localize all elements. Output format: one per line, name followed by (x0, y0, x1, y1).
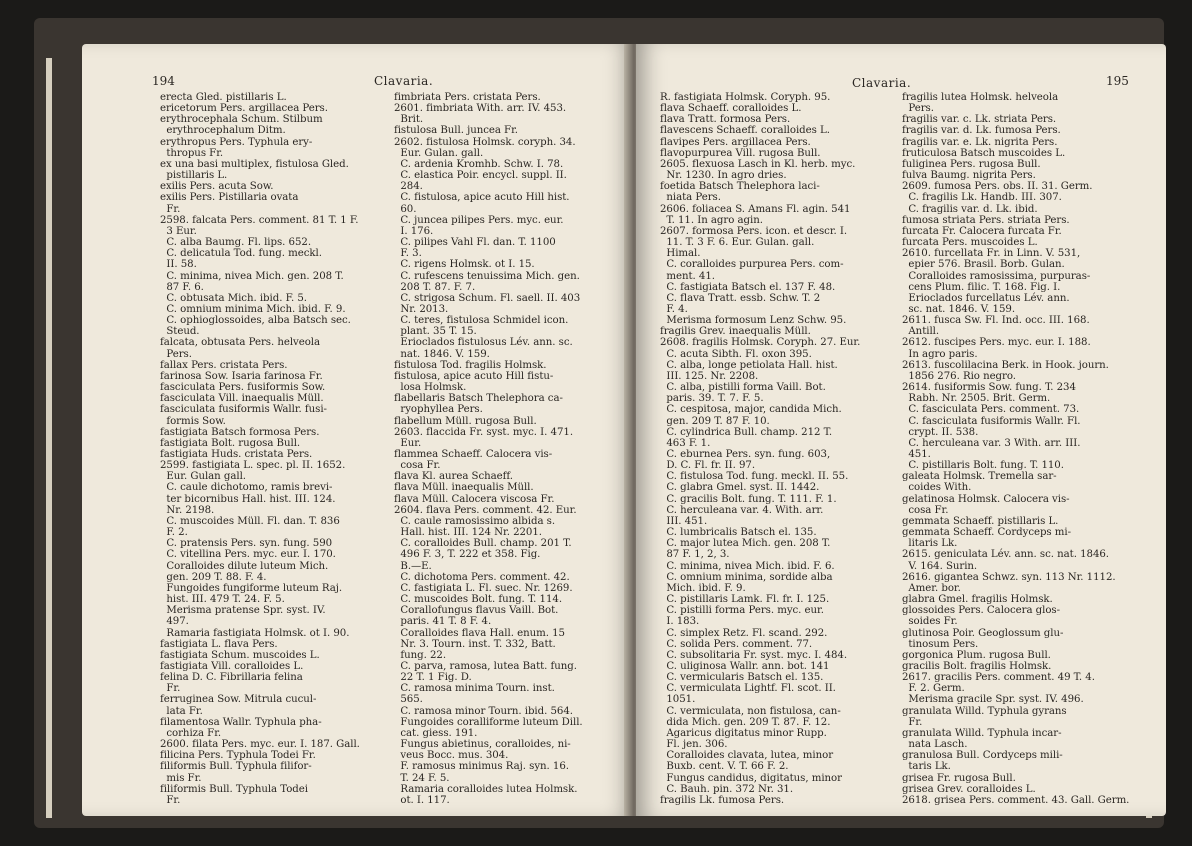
entry-line: Agaricus digitatus minor Rupp. (660, 727, 827, 739)
entry-line: C. minima, nivea Mich. ibid. F. 6. (660, 560, 835, 572)
entry-line: C. fragilis Lk. Handb. III. 307. (902, 192, 1062, 204)
entry-line: C. acuta Sibth. Fl. oxon 395. (660, 348, 812, 360)
entry-line: Ramaria coralloides lutea Holmsk. (394, 783, 578, 795)
entry-line: taris Lk. (902, 761, 951, 773)
entry-line: glabra Gmel. fragilis Holmsk. (902, 594, 1053, 606)
entry-line: grisea Fr. rugosa Bull. (902, 772, 1016, 784)
entry-line: fistulosa Tod. fragilis Holmsk. (394, 359, 547, 371)
entry-line: 2598. falcata Pers. comment. 81 T. 1 F. (160, 214, 359, 226)
entry-line: F. 4. (660, 303, 688, 315)
entry-line: formis Sow. (160, 415, 226, 427)
entry-line: foetida Batsch Thelephora laci- (660, 181, 820, 193)
entry-line: C. major lutea Mich. gen. 208 T. (660, 538, 831, 550)
entry-line: fastigiata Bolt. rugosa Bull. (160, 437, 301, 449)
entry-line: 2603. flaccida Fr. syst. myc. I. 471. (394, 426, 574, 438)
entry-line: sc. nat. 1846. V. 159. (902, 303, 1016, 315)
entry-line: gemmata Schaeff. Cordyceps mi- (902, 527, 1072, 539)
entry-line: ex una basi multiplex, fistulosa Gled. (160, 158, 349, 170)
entry-line: gracilis Bolt. fragilis Holmsk. (902, 660, 1052, 672)
entry-line: Fr. (160, 683, 181, 695)
entry-line: C. muscoides Bolt. fung. T. 114. (394, 594, 563, 606)
entry-line: cosa Fr. (394, 460, 441, 472)
entry-line: thropus Fr. (160, 147, 224, 159)
entry-line: veus Bocc. mus. 304. (394, 750, 509, 762)
entry-line: 2618. grisea Pers. comment. 43. Gall. Germ. (902, 794, 1130, 806)
entry-line: C. fistulosa Tod. fung. meckl. II. 55. (660, 471, 849, 483)
entry-line: 2599. fastigiata L. spec. pl. II. 1652. (160, 460, 346, 472)
entry-line: exilis Pers. acuta Sow. (160, 181, 274, 193)
entry-line: 565. (394, 694, 423, 706)
entry-line: ferruginea Sow. Mitrula cucul- (160, 694, 317, 706)
entry-line: C. pistillaris Lamk. Fl. fr. I. 125. (660, 594, 830, 606)
entry-line: C. glabra Gmel. syst. II. 1442. (660, 482, 820, 494)
entry-line: In agro paris. (902, 348, 978, 360)
entry-line: fastigiata Schum. muscoides L. (160, 649, 320, 661)
entry-line: litaris Lk. (902, 538, 958, 550)
entry-line: fasciculata Pers. fusiformis Sow. (160, 382, 326, 394)
entry-line: falcata, obtusata Pers. helveola (160, 337, 321, 349)
entry-line: fragilis var. e. Lk. nigrita Pers. (902, 136, 1058, 148)
entry-line: V. 164. Surin. (902, 560, 978, 572)
entry-line: C. herculeana var. 4. With. arr. (660, 504, 824, 516)
entry-line: fallax Pers. cristata Pers. (160, 359, 288, 371)
entry-line: soides Fr. (902, 616, 958, 628)
entry-line: C. pilipes Vahl Fl. dan. T. 1100 (394, 237, 556, 249)
entry-line: corhiza Fr. (160, 727, 222, 739)
entry-line: C. vitellina Pers. myc. eur. I. 170. (160, 549, 336, 561)
page-number: 194 (152, 74, 175, 88)
entry-line: 2605. flexuosa Lasch in Kl. herb. myc. (660, 158, 856, 170)
entry-line: fragilis Grev. inaequalis Müll. (660, 326, 811, 338)
entry-line: C. subsolitaria Fr. syst. myc. I. 484. (660, 649, 848, 661)
entry-line: nata Lasch. (902, 739, 968, 751)
entry-line: gelatinosa Holmsk. Calocera vis- (902, 493, 1070, 505)
right-page (636, 44, 1166, 816)
entry-line: C. cespitosa, major, candida Mich. (660, 404, 842, 416)
entry-line: ericetorum Pers. argillacea Pers. (160, 103, 328, 115)
entry-line: tinosum Pers. (902, 638, 979, 650)
entry-line: flabellum Müll. rugosa Bull. (394, 415, 537, 427)
entry-line: C. vermiculata Lightf. Fl. scot. II. (660, 683, 836, 695)
entry-line: C. omnium minima, sordide alba (660, 571, 833, 583)
entry-line: pistillaris L. (160, 170, 228, 182)
entry-line: Ramaria fastigiata Holmsk. ot I. 90. (160, 627, 350, 639)
entry-line: F. 3. (394, 248, 422, 260)
entry-line: C. juncea pilipes Pers. myc. eur. (394, 214, 564, 226)
entry-line: dida Mich. gen. 209 T. 87. F. 12. (660, 716, 831, 728)
entry-line: C. obtusata Mich. ibid. F. 5. (160, 292, 307, 304)
entry-line: Merisma pratense Spr. syst. IV. (160, 605, 326, 617)
entry-line: gen. 209 T. 87 F. 10. (660, 415, 770, 427)
entry-line: losa Holmsk. (394, 382, 467, 394)
entry-line: C. rufescens tenuissima Mich. gen. (394, 270, 580, 282)
entry-line: 2613. fuscolilacina Berk. in Hook. journ. (902, 359, 1109, 371)
entry-line: Brit. (394, 114, 424, 126)
entry-line: Coralloides clavata, lutea, minor (660, 750, 834, 762)
entry-line: II. 58. (160, 259, 197, 271)
entry-line: F. 2. (160, 527, 188, 539)
entry-line: fulva Baumg. nigrita Pers. (902, 170, 1036, 182)
entry-line: Merisma gracile Spr. syst. IV. 496. (902, 694, 1084, 706)
entry-line: 11. T. 3 F. 6. Eur. Gulan. gall. (660, 237, 815, 249)
entry-line: felina D. C. Fibrillaria felina (160, 672, 303, 684)
entry-line: 87 F. 1, 2, 3. (660, 549, 730, 561)
entry-line: gemmata Schaeff. pistillaris L. (902, 515, 1059, 527)
entry-line: C. parva, ramosa, lutea Batt. fung. (394, 660, 577, 672)
entry-line: Fungus abietinus, coralloides, ni- (394, 739, 571, 751)
entry-line: fimbriata Pers. cristata Pers. (394, 92, 541, 103)
entry-line: fragilis lutea Holmsk. helveola (902, 92, 1059, 103)
entry-line: Fl. jen. 306. (660, 739, 728, 751)
entry-line: fruticulosa Batsch muscoides L. (902, 147, 1066, 159)
entry-line: 60. (394, 203, 417, 215)
entry-line: gorgonica Plum. rugosa Bull. (902, 649, 1051, 661)
entry-line: 2609. fumosa Pers. obs. II. 31. Germ. (902, 181, 1093, 193)
entry-line: Eur. (394, 437, 422, 449)
entry-line: C. pistilli forma Pers. myc. eur. (660, 605, 824, 617)
entry-line: C. fasciculata Pers. comment. 73. (902, 404, 1080, 416)
entry-line: ot. I. 117. (394, 794, 450, 806)
entry-line: furcata Pers. muscoides L. (902, 237, 1038, 249)
entry-line: farinosa Sow. Isaria farinosa Fr. (160, 370, 323, 382)
entry-line: lata Fr. (160, 705, 203, 717)
entry-line: 3 Eur. (160, 225, 197, 237)
entry-line: erythrocephalum Ditm. (160, 125, 286, 137)
entry-line: filiformis Bull. Typhula Todei (160, 783, 308, 795)
entry-line: C. Bauh. pin. 372 Nr. 31. (660, 783, 794, 795)
entry-line: Himal. (660, 248, 701, 260)
entry-line: C. alba, longe petiolata Hall. hist. (660, 359, 838, 371)
entry-line: flava Müll. inaequalis Müll. (394, 482, 534, 494)
entry-line: Pers. (160, 348, 192, 360)
entry-line: C. ophioglossoides, alba Batsch sec. (160, 315, 351, 327)
entry-line: fragilis Lk. fumosa Pers. (660, 794, 785, 806)
entry-line: Fungoides fungiforme luteum Raj. (160, 582, 343, 594)
entry-line: C. delicatula Tod. fung. meckl. (160, 248, 322, 260)
entry-line: 2614. fusiformis Sow. fung. T. 234 (902, 382, 1076, 394)
entry-line: Coralloides flava Hall. enum. 15 (394, 627, 565, 639)
entry-line: fastigiata L. flava Pers. (160, 638, 278, 650)
entry-line: Buxb. cent. V. T. 66 F. 2. (660, 761, 789, 773)
entry-line: 2604. flava Pers. comment. 42. Eur. (394, 504, 577, 516)
entry-line: nat. 1846. V. 159. (394, 348, 490, 360)
entry-line: erythropus Pers. Typhula ery- (160, 136, 313, 148)
entry-line: C. ramosa minima Tourn. inst. (394, 683, 555, 695)
entry-line: Eur. Gulan gall. (160, 471, 246, 483)
entry-line: 2615. geniculata Lév. ann. sc. nat. 1846. (902, 549, 1109, 561)
entry-line: fung. 22. (394, 649, 447, 661)
entry-line: Nr. 3. Tourn. inst. T. 332, Batt. (394, 638, 556, 650)
entry-line: III. 125. Nr. 2208. (660, 370, 759, 382)
entry-line: III. 451. (660, 515, 708, 527)
entry-line: coides With. (902, 482, 972, 494)
entry-line: Eur. Gulan. gall. (394, 147, 484, 159)
entry-line: ment. 41. (660, 270, 715, 282)
entry-line: flammea Schaeff. Calocera vis- (394, 449, 553, 460)
entry-line: 497. (160, 616, 189, 628)
entry-line: B.—E. (394, 560, 432, 572)
entry-line: C. uliginosa Wallr. ann. bot. 141 (660, 660, 830, 672)
entry-line: cosa Fr. (902, 504, 949, 516)
entry-line: Coralloides ramosissima, purpuras- (902, 270, 1091, 282)
entry-line: C. fasciculata fusiformis Wallr. Fl. (902, 415, 1081, 427)
entry-line: mis Fr. (160, 772, 202, 784)
entry-line: fragilis var. d. Lk. fumosa Pers. (902, 125, 1061, 137)
entry-line: 463 F. 1. (660, 437, 711, 449)
entry-line: plant. 35 T. 15. (394, 326, 477, 338)
column-2 (394, 92, 583, 806)
entry-line: 2606. foliacea S. Amans Fl. agin. 541 (660, 203, 851, 215)
entry-line: 2611. fusca Sw. Fl. Ind. occ. III. 168. (902, 315, 1090, 327)
book-spread (34, 18, 1164, 828)
entry-line: fistulosa Bull. juncea Fr. (394, 125, 518, 137)
entry-line: Corallofungus flavus Vaill. Bot. (394, 605, 559, 617)
entry-line: Antill. (902, 326, 940, 338)
column-1 (160, 92, 360, 806)
entry-line: C. herculeana var. 3 With. arr. III. (902, 437, 1081, 449)
entry-line: T. 11. In agro agin. (660, 214, 763, 226)
entry-line: C. vermicularis Batsch el. 135. (660, 672, 824, 684)
entry-line: R. fastigiata Holmsk. Coryph. 95. (660, 92, 831, 103)
entry-line: D. C. Fl. fr. II. 97. (660, 460, 756, 472)
entry-line: 22 T. 1 Fig. D. (394, 672, 472, 684)
entry-line: 2610. furcellata Fr. in Linn. V. 531, (902, 248, 1081, 260)
entry-line: Fungus candidus, digitatus, minor (660, 772, 842, 784)
entry-line: 1051. (660, 694, 696, 706)
entry-line: fasciculata Vill. inaequalis Müll. (160, 393, 324, 405)
running-head: Clavaria. (374, 74, 434, 88)
entry-line: granulata Willd. Typhula incar- (902, 727, 1062, 739)
entry-line: 208 T. 87. F. 7. (394, 281, 476, 293)
entry-line: flavescens Schaeff. coralloides L. (660, 125, 830, 137)
entry-line: gen. 209 T. 88. F. 4. (160, 571, 267, 583)
entry-line: flava Tratt. formosa Pers. (660, 114, 791, 126)
entry-line: 2602. fistulosa Holmsk. coryph. 34. (394, 136, 576, 148)
entry-line: Mich. ibid. F. 9. (660, 582, 746, 594)
entry-line: flabellaris Batsch Thelephora ca- (394, 393, 563, 405)
entry-line: erecta Gled. pistillaris L. (160, 92, 287, 103)
entry-line: Fr. (160, 794, 181, 806)
entry-line: C. dichotoma Pers. comment. 42. (394, 571, 570, 583)
entry-line: I. 183. (660, 616, 700, 628)
entry-line: F. ramosus minimus Raj. syn. 16. (394, 761, 569, 773)
entry-line: C. gracilis Bolt. fung. T. 111. F. 1. (660, 493, 837, 505)
entry-line: Rabh. Nr. 2505. Brit. Germ. (902, 393, 1051, 405)
entry-line: C. caule ramosissimo albida s. (394, 515, 556, 527)
entry-line: C. pratensis Pers. syn. fung. 590 (160, 538, 333, 550)
entry-line: Erioclados furcellatus Lév. ann. (902, 292, 1070, 304)
entry-line: 2616. gigantea Schwz. syn. 113 Nr. 1112. (902, 571, 1116, 583)
entry-line: cat. giess. 191. (394, 727, 478, 739)
entry-line: Fungoides coralliforme luteum Dill. (394, 716, 583, 728)
entry-line: Pers. (902, 103, 934, 115)
entry-line: C. eburnea Pers. syn. fung. 603, (660, 449, 831, 460)
column-2 (902, 92, 1129, 806)
entry-line: flavopurpurea Vill. rugosa Bull. (660, 147, 821, 159)
entry-line: exilis Pers. Pistillaria ovata (160, 192, 299, 204)
entry-line: C. fistulosa, apice acuto Hill hist. (394, 192, 570, 204)
entry-line: 1856 276. Rio negro. (902, 370, 1016, 382)
page-number: 195 (1106, 74, 1129, 88)
entry-line: 2617. gracilis Pers. comment. 49 T. 4. (902, 672, 1095, 684)
entry-line: C. fastigiata Batsch el. 137 F. 48. (660, 281, 836, 293)
entry-line: C. omnium minima Mich. ibid. F. 9. (160, 303, 346, 315)
page-edge-left (46, 58, 52, 818)
entry-line: flava Kl. aurea Schaeff. (394, 471, 513, 483)
entry-line: C. fragilis var. d. Lk. ibid. (902, 203, 1038, 215)
entry-line: fistulosa, apice acuto Hill fistu- (394, 370, 554, 382)
entry-line: fastigiata Vill. coralloides L. (160, 660, 304, 672)
entry-line: Erioclados fistulosus Lév. ann. sc. (394, 337, 573, 349)
entry-line: flavipes Pers. argillacea Pers. (660, 136, 811, 148)
entry-line: glutinosa Poir. Geoglossum glu- (902, 627, 1064, 639)
entry-line: filamentosa Wallr. Typhula pha- (160, 716, 322, 728)
entry-line: T. 24 F. 5. (394, 772, 450, 784)
entry-line: ter bicornibus Hall. hist. III. 124. (160, 493, 336, 505)
entry-line: paris. 39. T. 7. F. 5. (660, 393, 764, 405)
entry-line: grisea Grev. coralloides L. (902, 783, 1036, 795)
entry-line: 2612. fuscipes Pers. myc. eur. I. 188. (902, 337, 1091, 349)
entry-line: fumosa striata Pers. striata Pers. (902, 214, 1070, 226)
entry-line: C. minima, nivea Mich. gen. 208 T. (160, 270, 344, 282)
entry-line: 87 F. 6. (160, 281, 204, 293)
entry-line: C. pistillaris Bolt. fung. T. 110. (902, 460, 1064, 472)
entry-line: Fr. (160, 203, 181, 215)
entry-line: C. fastigiata L. Fl. suec. Nr. 1269. (394, 582, 573, 594)
entry-line: Merisma formosum Lenz Schw. 95. (660, 315, 847, 327)
entry-line: Fr. (902, 716, 923, 728)
entry-line: filiformis Bull. Typhula filifor- (160, 761, 312, 773)
entry-line: I. 176. (394, 225, 434, 237)
entry-line: C. flava Tratt. essb. Schw. T. 2 (660, 292, 821, 304)
entry-line: C. cylindrica Bull. champ. 212 T. (660, 426, 833, 438)
entry-line: Nr. 2013. (394, 303, 449, 315)
entry-line: C. simplex Retz. Fl. scand. 292. (660, 627, 828, 639)
entry-line: erythrocephala Schum. Stilbum (160, 114, 323, 126)
entry-line: fasciculata fusiformis Wallr. fusi- (160, 404, 327, 416)
entry-line: C. caule dichotomo, ramis brevi- (160, 482, 333, 494)
entry-line: hist. III. 479 T. 24. F. 5. (160, 594, 285, 606)
entry-line: Coralloides dilute luteum Mich. (160, 560, 329, 572)
entry-line: C. ardenia Kromhb. Schw. I. 78. (394, 158, 564, 170)
left-page (82, 44, 634, 816)
entry-line: cens Plum. filic. T. 168. Fig. I. (902, 281, 1061, 293)
entry-line: 2608. fragilis Holmsk. Coryph. 27. Eur. (660, 337, 861, 349)
column-1 (660, 92, 860, 806)
entry-line: 2601. fimbriata With. arr. IV. 453. (394, 103, 567, 115)
entry-line: C. ramosa minor Tourn. ibid. 564. (394, 705, 573, 717)
entry-line: granulosa Bull. Cordyceps mili- (902, 750, 1063, 762)
entry-line: 284. (394, 181, 423, 193)
entry-line: flava Schaeff. coralloides L. (660, 103, 802, 115)
entry-line: glossoides Pers. Calocera glos- (902, 605, 1060, 617)
entry-line: C. elastica Poir. encycl. suppl. II. (394, 170, 567, 182)
entry-line: fastigiata Huds. cristata Pers. (160, 449, 313, 460)
entry-line: F. 2. Germ. (902, 683, 965, 695)
entry-line: C. alba, pistilli forma Vaill. Bot. (660, 382, 826, 394)
entry-line: fuliginea Pers. rugosa Bull. (902, 158, 1041, 170)
entry-line: Nr. 1230. In agro dries. (660, 170, 787, 182)
entry-line: 2600. filata Pers. myc. eur. I. 187. Gall. (160, 739, 360, 751)
entry-line: C. rigens Holmsk. ot I. 15. (394, 259, 535, 271)
entry-line: Steud. (160, 326, 200, 338)
entry-line: Amer. bor. (902, 582, 961, 594)
entry-line: niata Pers. (660, 192, 721, 204)
entry-line: Nr. 2198. (160, 504, 215, 516)
entry-line: C. coralloides purpurea Pers. com- (660, 259, 844, 271)
entry-line: flava Müll. Calocera viscosa Fr. (394, 493, 555, 505)
entry-line: epier 576. Brasil. Borb. Gulan. (902, 259, 1065, 271)
entry-line: 2607. formosa Pers. icon. et descr. I. (660, 225, 848, 237)
entry-line: galeata Holmsk. Tremella sar- (902, 471, 1057, 483)
entry-line: C. lumbricalis Batsch el. 135. (660, 527, 817, 539)
entry-line: granulata Willd. Typhula gyrans (902, 705, 1067, 717)
entry-line: filicina Pers. Typhula Todei Fr. (160, 750, 316, 762)
entry-line: fastigiata Batsch formosa Pers. (160, 426, 320, 438)
entry-line: C. teres, fistulosa Schmidel icon. (394, 315, 569, 327)
entry-line: C. alba Baumg. Fl. lips. 652. (160, 237, 312, 249)
entry-line: 451. (902, 449, 931, 460)
entry-line: paris. 41 T. 8 F. 4. (394, 616, 492, 628)
entry-line: ryophyllea Pers. (394, 404, 483, 416)
entry-line: C. muscoides Müll. Fl. dan. T. 836 (160, 515, 340, 527)
entry-line: C. vermiculata, non fistulosa, can- (660, 705, 841, 717)
entry-line: furcata Fr. Calocera furcata Fr. (902, 225, 1062, 237)
running-head: Clavaria. (852, 76, 912, 90)
entry-line: C. coralloides Bull. champ. 201 T. (394, 538, 572, 550)
entry-line: C. solida Pers. comment. 77. (660, 638, 813, 650)
entry-line: 496 F. 3, T. 222 et 358. Fig. (394, 549, 541, 561)
entry-line: crypt. II. 538. (902, 426, 979, 438)
entry-line: C. strigosa Schum. Fl. saell. II. 403 (394, 292, 581, 304)
entry-line: Hall. hist. III. 124 Nr. 2201. (394, 527, 542, 539)
entry-line: fragilis var. c. Lk. striata Pers. (902, 114, 1057, 126)
